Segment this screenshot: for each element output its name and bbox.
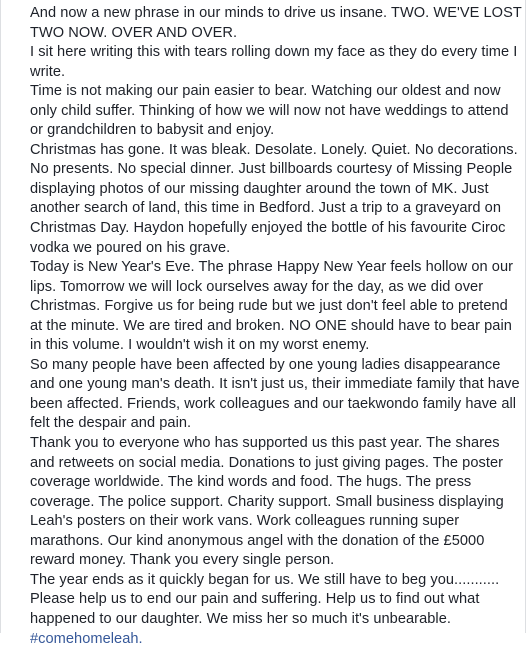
hashtag-link[interactable]: #comehomeleah. bbox=[30, 631, 143, 647]
post-paragraph: I sit here writing this with tears rolling down my face as they do every time I write. bbox=[30, 43, 522, 82]
post-paragraph: Today is New Year's Eve. The phrase Happy New Year feels hollow on our lips. Tomorrow we will lock ourselves away for the day, as we did over Christmas. Forgive us for being rude but we just don't feel able to pretend at the minute. We are tired and broken. NO ONE should have to bear pain in this volume. I wouldn't wish it on my worst enemy. bbox=[30, 258, 522, 356]
post-paragraph: The year ends as it quickly began for us. We still have to beg you........... bbox=[30, 571, 522, 591]
post-paragraph: Time is not making our pain easier to bear. Watching our oldest and now only child suffer. Thinking of how we will now not have weddings to attend or grandchildren to babysit and enjoy. bbox=[30, 82, 522, 141]
post-paragraph: So many people have been affected by one young ladies disappearance and one young man's death. It isn't just us, their immediate family that have been affected. Friends, work colleagues and our taekwondo family have all felt the despair and pain. bbox=[30, 356, 522, 434]
post-paragraph: Please help us to end our pain and suffering. Help us to find out what happened to our daughter. We miss her so much it's unbearable. bbox=[30, 590, 522, 629]
post-paragraph: Christmas has gone. It was bleak. Desolate. Lonely. Quiet. No decorations. No presents. No special dinner. Just billboards courtesy of Missing People displaying photos of our missing daughter around the town of MK. Just another search of land, this time in Bedford. Just a trip to a graveyard on Christmas Day. Haydon hopefully enjoyed the bottle of his favourite Ciroc vodka we poured on his grave. bbox=[30, 141, 522, 258]
post-message bbox=[30, 4, 522, 649]
post-paragraph: Thank you to everyone who has supported us this past year. The shares and retweets on social media. Donations to just giving pages. The poster coverage worldwide. The kind words and food. The hugs. The press coverage. The police support. Charity support. Small business displaying Leah's posters on their work vans. Work colleagues running super marathons. Our kind anonymous angel with the donation of the £5000 reward money. Thank you every single person. bbox=[30, 434, 522, 571]
post-paragraph: And now a new phrase in our minds to drive us insane. TWO. WE'VE LOST TWO NOW. OVER AND OVER. bbox=[30, 4, 522, 43]
hashtag-paragraph bbox=[30, 630, 522, 649]
